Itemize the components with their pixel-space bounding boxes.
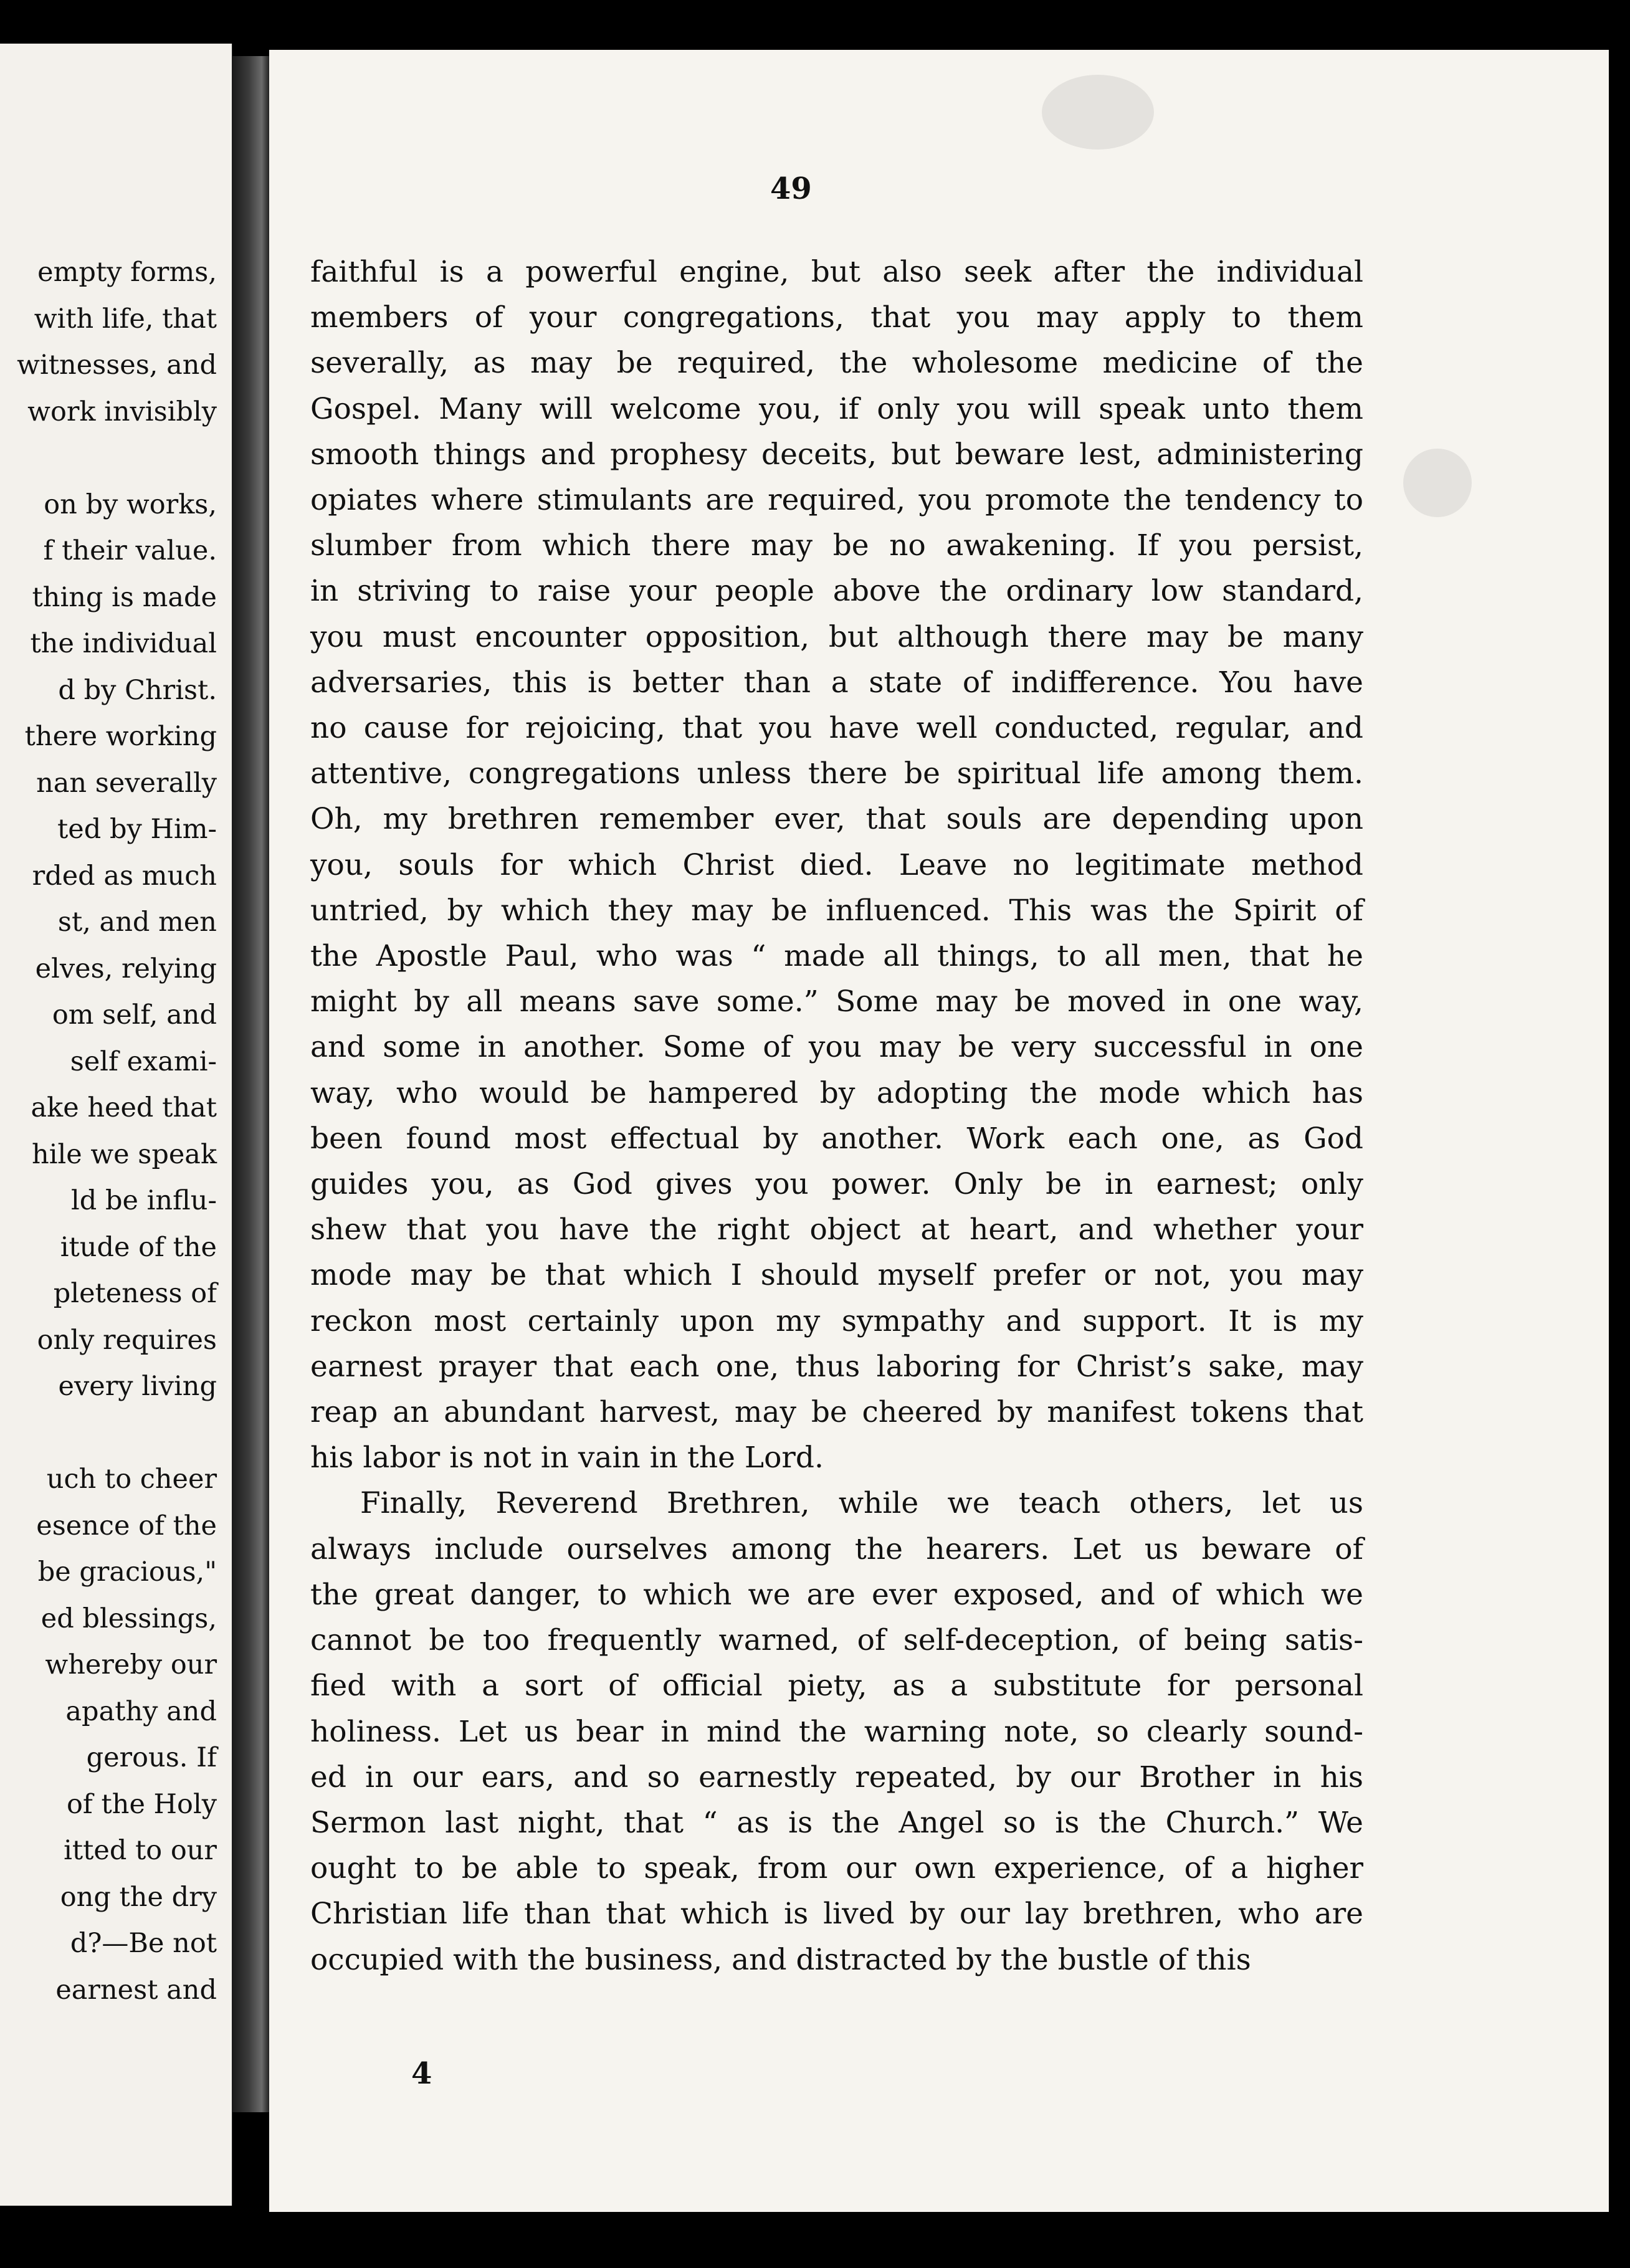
text-line: holiness. Let us bear in mind the warning note, so clearly sound- [310, 1714, 1363, 1749]
paper-stain [1042, 75, 1154, 150]
page-number: 49 [770, 171, 812, 206]
text-line: severally, as may be required, the wholesome medicine of the [310, 346, 1363, 381]
book-gutter [232, 56, 269, 2112]
text-line: the great danger, to which we are ever exposed, and of which we [310, 1577, 1363, 1612]
left-page-line: elves, relying [35, 953, 217, 984]
left-page-line: d by Christ. [58, 674, 217, 706]
left-page-line: esence of the [36, 1510, 217, 1541]
left-page-line: ed blessings, [41, 1603, 217, 1634]
page-body-text [310, 249, 1363, 1983]
left-page-line: ong the dry [60, 1881, 217, 1913]
left-page-line: on by works, [44, 488, 217, 520]
text-line: faithful is a powerful engine, but also seek after the individual [310, 255, 1363, 289]
text-line: Finally, Reverend Brethren, while we teach others, let us [360, 1486, 1363, 1521]
left-page-line: om self, and [52, 999, 217, 1031]
paragraph-1 [310, 249, 1363, 1480]
text-line: guides you, as God gives you power. Only be in earnest; only [310, 1167, 1363, 1202]
text-line: Christian life than that which is lived by our lay brethren, who are [310, 1897, 1363, 1932]
left-page-line: hile we speak [32, 1138, 217, 1170]
text-line: might by all means save some.” Some may be moved in one way, [310, 984, 1363, 1019]
text-line: adversaries, this is better than a state of indifference. You have [310, 665, 1363, 700]
text-line: way, who would be hampered by adopting the mode which has [310, 1075, 1363, 1110]
left-page-line: uch to cheer [46, 1464, 217, 1495]
left-page-line: earnest and [55, 1974, 217, 2006]
left-page-line: every living [58, 1371, 217, 1402]
left-page-line: only requires [37, 1324, 217, 1356]
left-page-line: d?—Be not [70, 1928, 217, 1959]
left-page-line: with life, that [34, 303, 217, 335]
text-line: slumber from which there may be no awakening. If you persist, [310, 528, 1363, 563]
text-line: earnest prayer that each one, thus laboring for Christ’s sake, may [310, 1349, 1363, 1384]
text-line: reckon most certainly upon my sympathy and support. It is my [310, 1303, 1363, 1338]
text-line: cannot be too frequently warned, of self-deception, of being satis- [310, 1623, 1363, 1658]
text-line: ed in our ears, and so earnestly repeated, by our Brother in his [310, 1760, 1363, 1794]
left-facing-page [0, 44, 232, 2206]
text-line: mode may be that which I should myself prefer or not, you may [310, 1258, 1363, 1293]
left-page-line: ted by Him- [57, 814, 217, 845]
text-line: you, souls for which Christ died. Leave no legitimate method [310, 847, 1363, 882]
left-page-line: empty forms, [37, 257, 217, 288]
text-line: opiates where stimulants are required, you promote the tendency to [310, 483, 1363, 518]
text-line: Oh, my brethren remember ever, that souls are depending upon [310, 802, 1363, 837]
text-line: ought to be able to speak, from our own experience, of a higher [310, 1851, 1363, 1886]
left-page-line: nan severally [36, 767, 217, 799]
text-line: shew that you have the right object at heart, and whether your [310, 1213, 1363, 1247]
left-page-line: thing is made [32, 581, 217, 613]
left-page-line: st, and men [57, 907, 217, 938]
text-line: smooth things and prophesy deceits, but beware lest, administering [310, 437, 1363, 472]
left-page-line: apathy and [65, 1695, 217, 1727]
left-page-line: ake heed that [31, 1092, 217, 1123]
text-line: always include ourselves among the hearers. Let us beware of [310, 1532, 1363, 1566]
left-page-line: whereby our [45, 1649, 217, 1680]
text-line: you must encounter opposition, but although there may be many [310, 619, 1363, 654]
text-line: untried, by which they may be influenced. This was the Spirit of [310, 893, 1363, 928]
left-page-line: gerous. If [86, 1742, 217, 1773]
left-page-line: self exami- [70, 1046, 217, 1077]
left-page-line: there working [24, 721, 217, 752]
text-line: his labor is not in vain in the Lord. [310, 1441, 824, 1475]
text-line: been found most effectual by another. Work each one, as God [310, 1121, 1363, 1156]
text-line: no cause for rejoicing, that you have well conducted, regular, and [310, 711, 1363, 746]
left-page-line: the individual [30, 628, 217, 659]
text-line: fied with a sort of official piety, as a substitute for personal [310, 1669, 1363, 1703]
paper-stain [1403, 449, 1472, 517]
left-page-line: be gracious," [37, 1556, 217, 1588]
left-page-line: of the Holy [67, 1788, 217, 1820]
left-page-line: pleteness of [53, 1278, 217, 1309]
left-page-line: itted to our [64, 1835, 217, 1866]
text-line: Sermon last night, that “ as is the Angel so is the Church.” We [310, 1805, 1363, 1840]
text-line: in striving to raise your people above the ordinary low standard, [310, 574, 1363, 609]
left-page-line: ld be influ- [71, 1185, 217, 1216]
left-page-line: rded as much [32, 860, 217, 892]
text-line: and some in another. Some of you may be very successful in one [310, 1030, 1363, 1065]
left-page-line: work invisibly [27, 396, 217, 427]
left-page-line: witnesses, and [17, 350, 217, 381]
paragraph-2 [310, 1480, 1363, 1982]
text-line: the Apostle Paul, who was “ made all things, to all men, that he [310, 939, 1363, 974]
text-line: attentive, congregations unless there be spiritual life among them. [310, 756, 1363, 791]
left-page-line: itude of the [60, 1231, 217, 1263]
text-line: Gospel. Many will welcome you, if only you will speak unto them [310, 391, 1363, 426]
signature-mark: 4 [411, 2056, 432, 2091]
text-line: reap an abundant harvest, may be cheered by manifest tokens that [310, 1395, 1363, 1430]
text-line: members of your congregations, that you may apply to them [310, 300, 1363, 335]
text-line: occupied with the business, and distracted by the bustle of this [310, 1942, 1251, 1977]
left-page-line: f their value. [43, 535, 217, 566]
